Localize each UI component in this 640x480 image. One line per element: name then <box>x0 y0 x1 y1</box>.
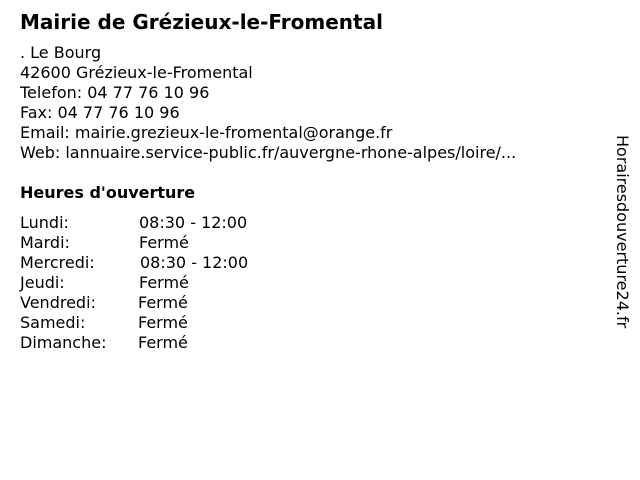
phone-line: Telefon: 04 77 76 10 96 <box>20 83 210 102</box>
time-value: Fermé <box>139 233 189 252</box>
hours-row-friday <box>20 293 320 313</box>
day-label: Mercredi: <box>20 253 95 272</box>
day-label: Lundi: <box>20 213 69 232</box>
time-value: 08:30 - 12:00 <box>139 213 248 232</box>
time-value: 08:30 - 12:00 <box>140 253 249 272</box>
day-label: Dimanche: <box>20 333 107 352</box>
hours-row-sunday <box>20 333 320 353</box>
fax-line: Fax: 04 77 76 10 96 <box>20 103 180 122</box>
hours-row-monday <box>20 213 320 233</box>
day-label: Vendredi: <box>20 293 96 312</box>
email-line: Email: mairie.grezieux-le-fromental@orange.fr <box>20 123 393 142</box>
hours-row-thursday <box>20 273 320 293</box>
site-brand-vertical: Horairesdouverture24.fr <box>613 135 632 329</box>
opening-hours-heading: Heures d'ouverture <box>20 183 196 202</box>
opening-hours-table <box>20 213 320 353</box>
city-line: 42600 Grézieux-le-Fromental <box>20 63 253 82</box>
time-value: Fermé <box>139 273 189 292</box>
address-block <box>20 43 516 163</box>
page-title: Mairie de Grézieux-le-Fromental <box>20 10 383 34</box>
hours-row-tuesday <box>20 233 320 253</box>
time-value: Fermé <box>138 333 188 352</box>
street-line: . Le Bourg <box>20 43 102 62</box>
time-value: Fermé <box>138 313 188 332</box>
time-value: Fermé <box>138 293 188 312</box>
day-label: Mardi: <box>20 233 70 252</box>
day-label: Jeudi: <box>20 273 65 292</box>
hours-row-saturday <box>20 313 320 333</box>
hours-row-wednesday <box>20 253 320 273</box>
web-line: Web: lannuaire.service-public.fr/auvergne-rhone-alpes/loire/... <box>20 143 517 162</box>
day-label: Samedi: <box>20 313 86 332</box>
